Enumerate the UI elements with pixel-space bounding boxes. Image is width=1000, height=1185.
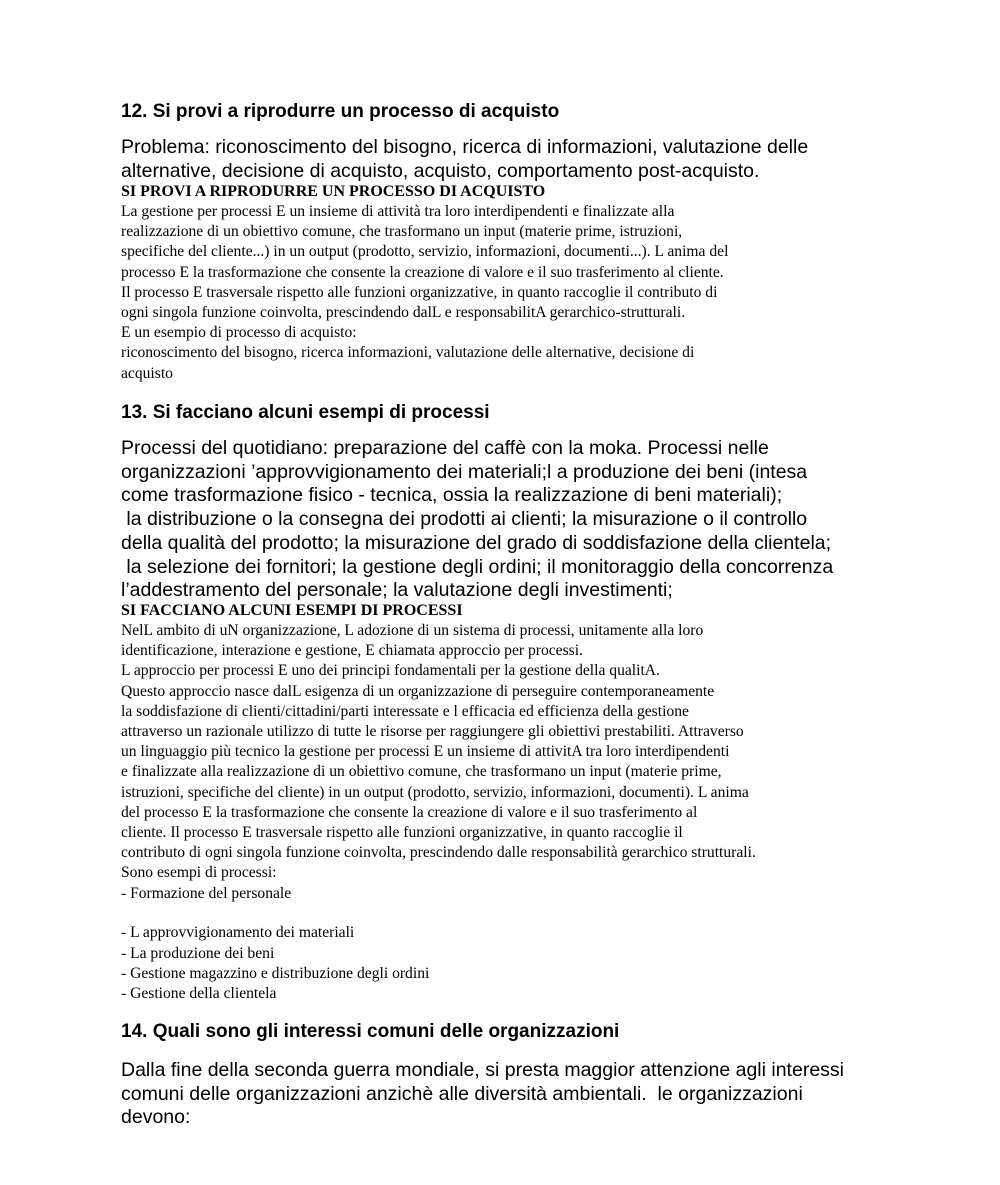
question-title: Si facciano alcuni esempi di processi [152,402,490,423]
serif-line: un linguaggio più tecnico la gestione per processi E un insieme di attivitA tra loro interdipendenti [121,743,730,761]
answer-block-14 [121,1059,844,1130]
answer-block-13 [121,437,833,603]
serif-line: acquisto [121,364,173,382]
serif-line: specifiche del cliente...) in un output (prodotto, servizio, informazioni, documenti...). L anima del [121,243,729,261]
question-number: 13. [121,402,148,423]
serif-line: contributo di ogni singola funzione coinvolta, prescindendo dalle responsabilità gerarchico strutturali. [121,844,756,862]
question-heading-14 [121,1020,619,1044]
list-item: - La produzione dei beni [121,944,275,962]
question-title: Si provi a riprodurre un processo di acquisto [152,101,560,122]
answer-line: della qualità del prodotto; la misurazione del grado di soddisfazione della clientela; [121,531,832,554]
serif-line: NelL ambito di uN organizzazione, L adozione di un sistema di processi, unitamente alla loro [121,622,704,639]
list-item: - Gestione della clientela [121,985,277,1003]
serif-line: la soddisfazione di clienti/cittadini/parti interessate e l efficacia ed efficienza della gestione [121,702,689,720]
answer-line: l’addestramento del personale; la valutazione degli investimenti; [121,579,673,602]
answer-line: alternative, decisione di acquisto, acquisto, comportamento post-acquisto. [121,159,760,182]
answer-line: comuni delle organizzazioni anzichè alle diversità ambientali. le organizzazioni [121,1082,803,1105]
serif-line: ogni singola funzione coinvolta, prescindendo dalL e responsabilitA gerarchico-strutturali. [121,304,686,322]
answer-line: organizzazioni ’approvvigionamento dei materiali;l a produzione dei beni (intesa [121,460,808,483]
list-item: - L approvvigionamento dei materiali [121,924,355,942]
serif-section-title: SI PROVI A RIPRODURRE UN PROCESSO DI ACQUISTO [121,183,546,200]
serif-line: Sono esempi di processi: [121,864,277,882]
list-item: - Formazione del personale [121,884,292,902]
serif-line: riconoscimento del bisogno, ricerca informazioni, valutazione delle alternative, decisione di [121,344,695,362]
answer-line: devono: [121,1106,191,1129]
serif-line: processo E la trasformazione che consente la creazione di valore e il suo trasferimento al cliente. [121,263,724,281]
answer-line: Processi del quotidiano: preparazione del caffè con la moka. Processi nelle [121,437,769,459]
answer-block-12 [121,136,808,183]
serif-line: attraverso un razionale utilizzo di tutte le risorse per raggiungere gli obiettivi prestabiliti. Attraverso [121,723,744,741]
question-number: 14. [121,1021,148,1042]
answer-line: Problema: riconoscimento del bisogno, ricerca di informazioni, valutazione delle [121,136,809,158]
blank-line [121,904,756,924]
serif-line: identificazione, interazione e gestione, E chiamata approccio per processi. [121,642,583,660]
serif-line: Questo approccio nasce dalL esigenza di un organizzazione di perseguire contemporaneamente [121,682,715,700]
serif-line: E un esempio di processo di acquisto: [121,324,357,342]
question-number: 12. [121,101,148,122]
answer-line: la distribuzione o la consegna dei prodotti ai clienti; la misurazione o il controllo [121,508,808,531]
serif-line: cliente. Il processo E trasversale rispetto alle funzioni organizzative, in quanto raccoglie il [121,824,683,842]
question-heading-13 [121,401,490,425]
serif-line: realizzazione di un obiettivo comune, che trasformano un input (materie prime, istruzioni, [121,223,683,241]
serif-line: Il processo E trasversale rispetto alle funzioni organizzative, in quanto raccoglie il contributo di [121,283,718,301]
serif-line: L approccio per processi E uno dei principi fondamentali per la gestione della qualitA. [121,662,660,680]
serif-line: istruzioni, specifiche del cliente) in un output (prodotto, servizio, informazioni, documenti). L anima [121,783,749,801]
question-heading-12 [121,100,559,124]
serif-line: e finalizzate alla realizzazione di un obiettivo comune, che trasformano un input (materie prime, [121,763,722,781]
answer-line: Dalla fine della seconda guerra mondiale, si presta maggior attenzione agli interessi [121,1059,844,1081]
list-item: - Gestione magazzino e distribuzione degli ordini [121,964,430,982]
serif-block-12 [121,182,728,384]
answer-line: come trasformazione fisico - tecnica, ossia la realizzazione di beni materiali); [121,484,783,507]
serif-section-title: SI FACCIANO ALCUNI ESEMPI DI PROCESSI [121,602,463,619]
serif-line: La gestione per processi E un insieme di attività tra loro interdipendenti e finalizzate alla [121,203,675,220]
answer-line: la selezione dei fornitori; la gestione degli ordini; il monitoraggio della concorrenza [121,555,834,578]
question-title: Quali sono gli interessi comuni delle organizzazioni [152,1021,620,1042]
serif-block-13 [121,601,756,1004]
serif-line: del processo E la trasformazione che consente la creazione di valore e il suo trasferimento al [121,803,698,821]
